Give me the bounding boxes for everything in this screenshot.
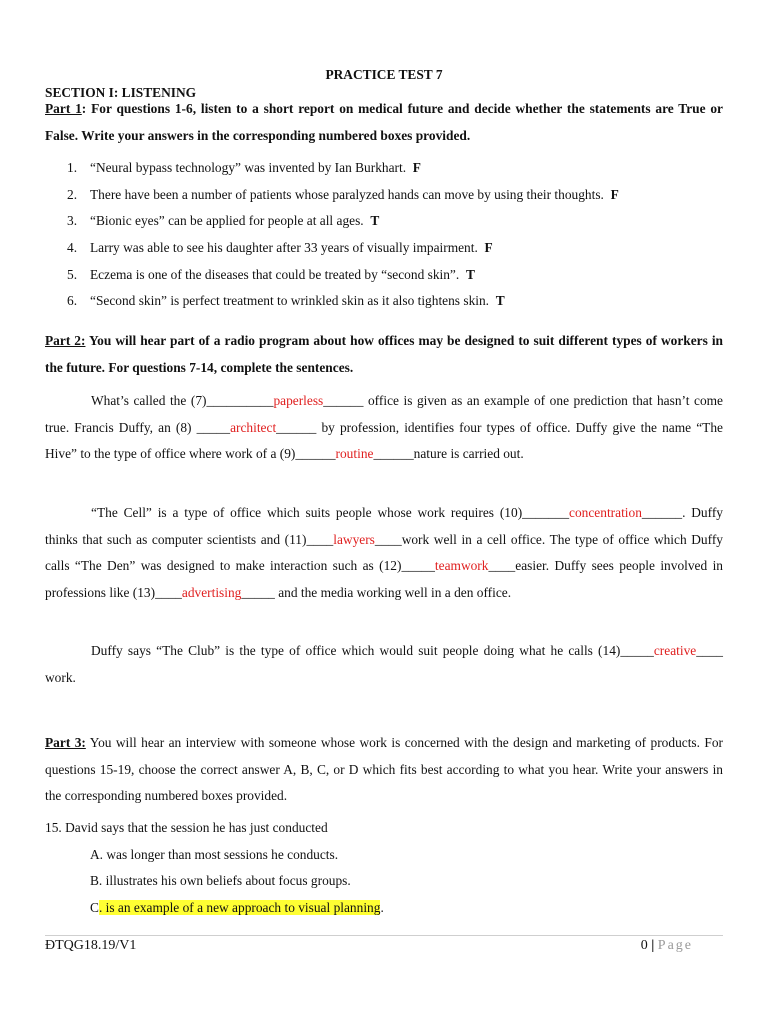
option-c: C. is an example of a new approach to visual planning.: [90, 900, 384, 915]
part3-label: Part 3:: [45, 735, 86, 750]
part2-paragraph-3: Duffy says “The Club” is the type of office which would suit people doing what he calls (14)_____creative____ work.: [45, 643, 723, 685]
list-item: 3. “Bionic eyes” can be applied for people at all ages. T: [67, 213, 380, 229]
section-heading: SECTION I: LISTENING: [45, 85, 197, 100]
answer-14: creative: [653, 643, 697, 658]
part2-paragraph-2: “The Cell” is a type of office which suits people whose work requires (10)_______concentration______. Duffy thinks that such as computer scientists and (11)____lawyers____work well in a cell office. The type of office which Duffy calls “The Den” was designed to make interaction such as (12)_____teamwork____easier. Duffy sees people involved in professions like (13)____advertising_____ and the media working well in a den office.: [45, 505, 724, 601]
option-a: A. was longer than most sessions he conducts.: [90, 847, 339, 862]
part1-instruction-block: [45, 96, 723, 149]
highlighted-answer: . is an example of a new approach to visual planning: [98, 900, 381, 915]
answer-mark: T: [495, 293, 505, 309]
list-item: 5. Eczema is one of the diseases that could be treated by “second skin”. T: [67, 266, 475, 282]
answer-10: concentration: [569, 505, 642, 520]
answer-mark: F: [412, 160, 421, 175]
part1-label: Part 1: [45, 101, 82, 116]
answer-mark: F: [484, 240, 493, 256]
part3-instruction-block: [45, 730, 723, 810]
part2-instruction: You will hear part of a radio program about how offices may be designed to suit different types of workers in the future. For questions 7-14, complete the sentences.: [45, 333, 724, 375]
page-title: PRACTICE TEST 7: [325, 67, 443, 82]
answer-mark: T: [370, 213, 380, 229]
answer-mark: F: [610, 186, 619, 202]
answer-7: paperless: [273, 393, 324, 408]
page-number: 0 | Page: [640, 938, 693, 953]
option-b: B. illustrates his own beliefs about focus groups.: [90, 873, 351, 888]
list-item: 2. There have been a number of patients whose paralyzed hands can move by using their thoughts. F: [67, 186, 619, 202]
part2-instruction-block: [45, 328, 723, 381]
answer-mark: T: [465, 266, 475, 282]
question-15: 15. David says that the session he has just conducted: [45, 820, 328, 835]
part3-instruction: You will hear an interview with someone whose work is concerned with the design and marketing of products. For questions 15-19, choose the correct answer A, B, C, or D which fits best according to what you hear. Write your answers in the corresponding numbered boxes provided.: [45, 735, 723, 804]
answer-8: architect: [230, 419, 277, 435]
answer-11: lawyers: [333, 531, 375, 547]
part2-label: Part 2:: [45, 333, 86, 348]
part1-statement-list: [45, 155, 723, 315]
page-footer: [45, 935, 723, 966]
answer-9: routine: [335, 446, 374, 462]
part2-paragraph-1: What’s called the (7)__________paperless______ office is given as an example of one prediction that hasn’t come true. Francis Duffy, an (8) _____architect______ by profession, identifies four types of office. Duffy give the name “The Hive” to the type of office where work of a (9)______routine______nature is carried out.: [45, 393, 723, 462]
document-code: ĐTQG18.19/V1: [45, 938, 137, 953]
answer-12: teamwork: [434, 558, 489, 574]
list-item: 1. “Neural bypass technology” was invented by Ian Burkhart. F: [67, 160, 421, 175]
list-item: 4. Larry was able to see his daughter after 33 years of visually impairment. F: [67, 240, 493, 256]
answer-13: advertising: [181, 585, 242, 601]
list-item: 6. “Second skin” is perfect treatment to wrinkled skin as it also tightens skin. T: [67, 293, 505, 309]
part1-instruction: : For questions 1-6, listen to a short report on medical future and decide whether the statements are True or False. Write your answers in the corresponding numbered boxes provided.: [45, 101, 724, 143]
